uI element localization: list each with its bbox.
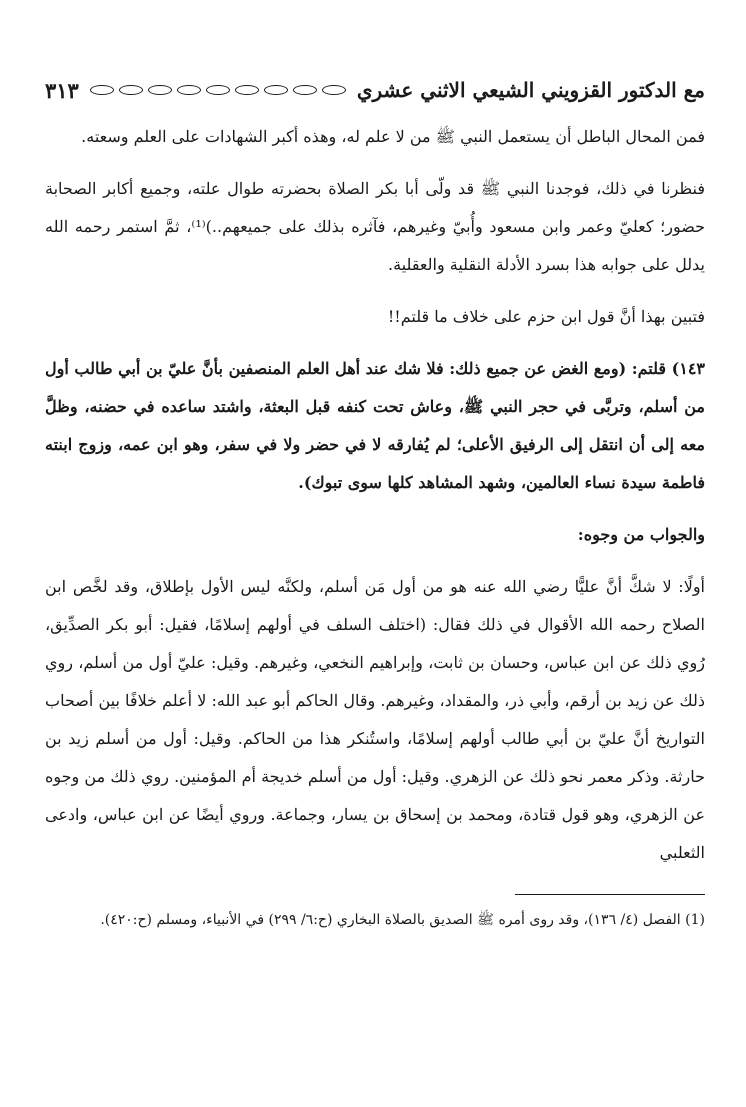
footnote-divider <box>515 894 705 895</box>
paragraph-first-point: أولًا: لا شكَّ أنَّ عليًّا رضي الله عنه هو من أول مَن أسلم، ولكنَّه ليس الأول بإطلاق، وقد لخَّص ابن الصلاح رحمه الله الأقوال في ذلك فقال: (اختلف السلف في أولهم إسلامًا، فقيل: أبو بكر الصدِّيق، رُوي ذلك عن ابن عباس، وحسان بن ثابت، وإبراهيم النخعي، وغيرهم. وقيل: عليّ أول من أسلم، روي ذلك عن زيد بن أرقم، وأبي ذر، والمقداد، وغيرهم. وقال الحاكم أبو عبد الله: لا أعلم خلافًا بين أصحاب التواريخ أنَّ عليّ بن أبي طالب أولهم إسلامًا، واستُنكر هذا من الحاكم. وقيل: أول من أسلم زيد بن حارثة. وذكر معمر نحو ذلك عن الزهري. وقيل: أول من أسلم خديجة أم المؤمنين. روي ذلك من وجوه عن الزهري، وهو قول قتادة، ومحمد بن إسحاق بن يسار، وجماعة. وروي أيضًا عن ابن عباس، وادعى الثعلبي <box>45 577 705 862</box>
running-title: مع الدكتور القزويني الشيعي الاثني عشري <box>356 78 705 102</box>
paragraph-3: فتبين بهذا أنَّ قول ابن حزم على خلاف ما قلتم!! <box>387 307 705 326</box>
page-header <box>45 70 705 110</box>
page-body <box>45 118 705 872</box>
paragraph-1: فمن المحال الباطل أن يستعمل النبي ﷺ من لا علم له، وهذه أكبر الشهادات على العلم وسعته. <box>81 127 705 146</box>
page-number: ٣١٣ <box>45 77 79 103</box>
paragraph-quote-143: ١٤٣) قلتم: (ومع الغض عن جميع ذلك: فلا شك عند أهل العلم المنصفين بأنَّ عليّ بن أبي طالب أول من أسلم، وتربَّى في حجر النبي ﷺ، وعاش تحت كنفه قبل البعثة، واشتد ساعده في حضنه، وظلَّ معه إلى أن انتقل إلى الرفيق الأعلى؛ لم يُفارقه لا في حضر ولا في سفر، وهو ابن عمه، وزوج ابنته فاطمة سيدة نساء العالمين، وشهد المشاهد كلها سوى تبوك). <box>45 359 705 492</box>
book-page <box>45 70 705 937</box>
answer-heading: والجواب من وجوه: <box>577 525 705 544</box>
paragraph-2: فنظرنا في ذلك، فوجدنا النبي ﷺ قد ولّى أبا بكر الصلاة بحضرته طوال علته، وجميع أكابر الصحابة حضور؛ كعليّ وعمر وابن مسعود وأُبيّ وغيرهم، فآثره بذلك على جميعهم..)⁽¹⁾، ثمَّ استمر رحمه الله يدلل على جوابه هذا بسرد الأدلة النقلية والعقلية. <box>45 179 706 274</box>
footnote: (1) الفصل (٤/ ١٣٦)، وقد روى أمره ﷺ الصديق بالصلاة البخاري (ح:٦/ ٢٩٩) في الأنبياء، ومسلم (ح:٤٢٠). <box>100 912 705 928</box>
ornament-divider <box>79 85 357 95</box>
